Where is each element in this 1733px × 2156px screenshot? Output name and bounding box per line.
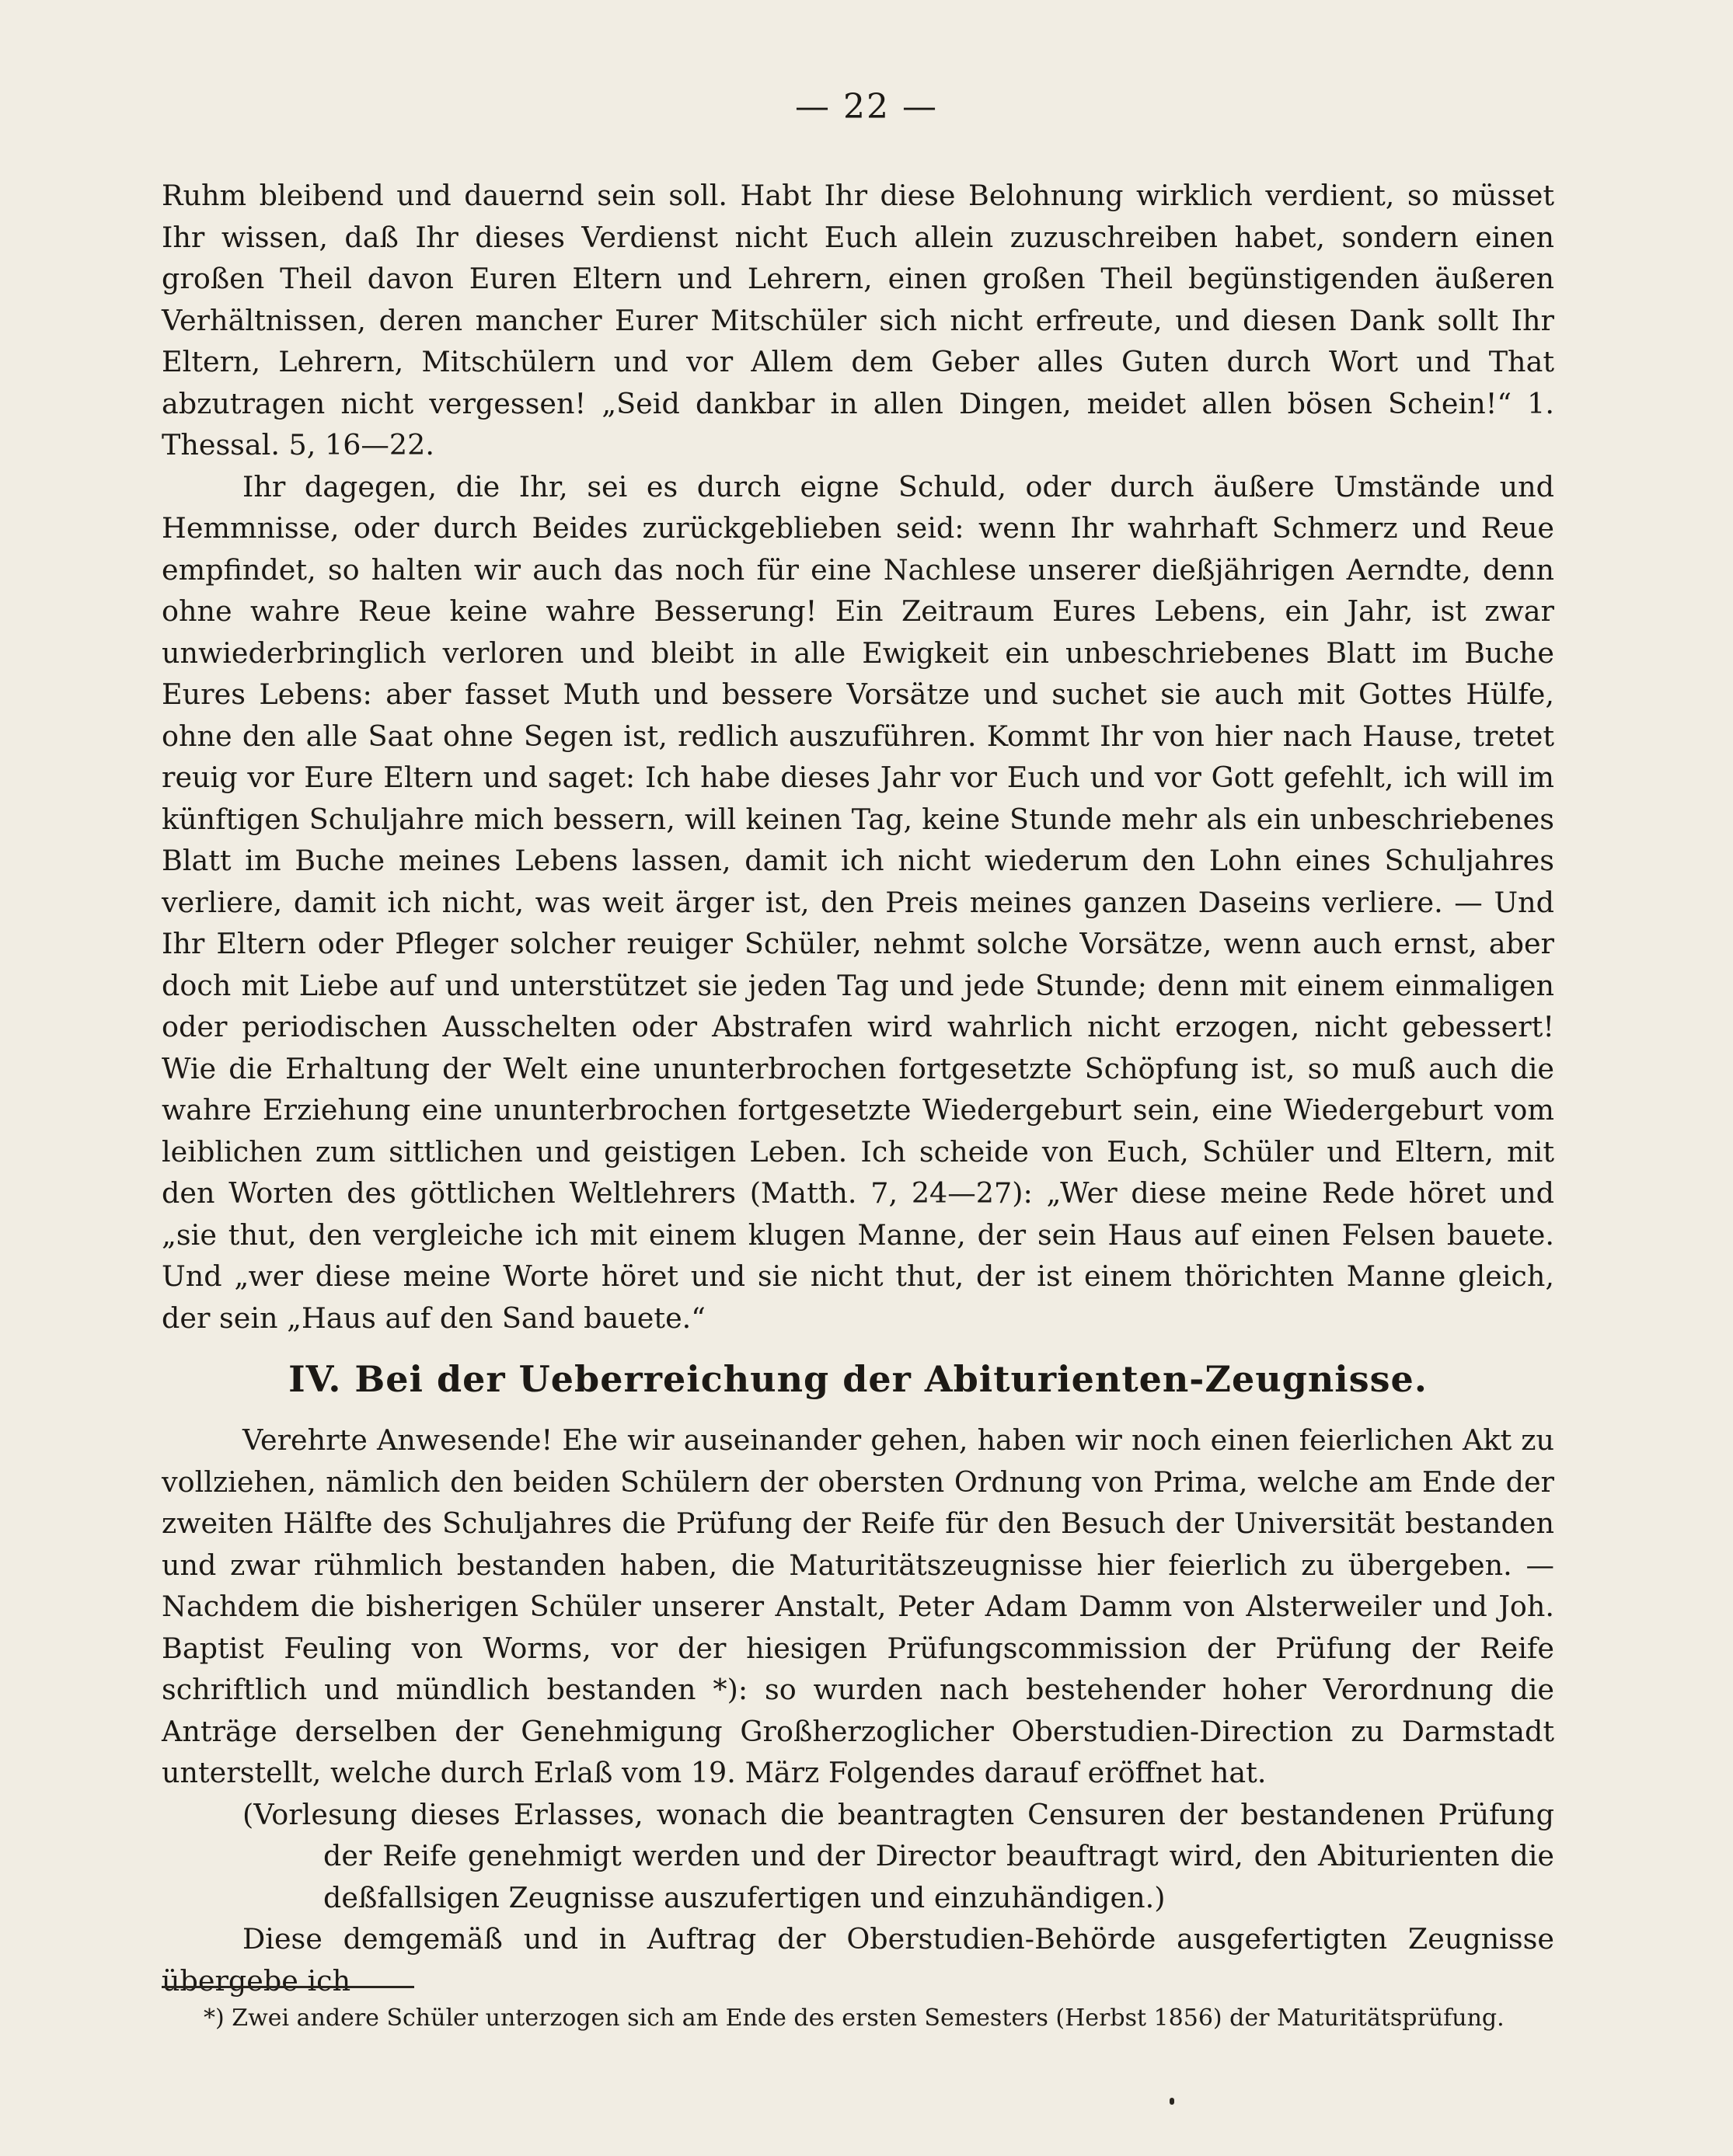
page-body [162,175,1554,2001]
paragraph-3: Verehrte Anwesende! Ehe wir auseinander gehen, haben wir noch einen feierlichen Akt zu vollziehen, nämlich den beiden Schülern der obersten Ordnung von Prima, welche am Ende der zweiten Hälfte des Schuljahres die Prüfung der Reife für den Besuch der Universität bestanden und zwar rühmlich bestanden haben, die Maturitätszeugnisse hier feierlich zu übergeben. — Nachdem die bisherigen Schüler unserer Anstalt, Peter Adam Damm von Alsterweiler und Joh. Baptist Feuling von Worms, vor der hiesigen Prüfungscommission der Prüfung der Reife schriftlich und mündlich bestanden *): so wurden nach bestehender hoher Verordnung die Anträge derselben der Genehmigung Großherzoglicher Oberstudien-Direction zu Darmstadt unterstellt, welche durch Erlaß vom 19. März Folgendes darauf eröffnet hat. [162,1423,1554,1789]
paragraph-4-reading-note: (Vorlesung dieses Erlasses, wonach die beantragten Censuren der bestandenen Prüfung der Reife genehmigt werden und der Director beauftragt wird, den Abiturienten die deßfallsigen Zeugnisse auszufertigen und einzuhändigen.) [242,1797,1554,1914]
paragraph-2: Ihr dagegen, die Ihr, sei es durch eigne Schuld, oder durch äußere Umstände und Hemmnisse, oder durch Beides zurückgeblieben seid: wenn Ihr wahrhaft Schmerz und Reue empfindet, so halten wir auch das noch für eine Nachlese unserer dießjährigen Aerndte, denn ohne wahre Reue keine wahre Besserung! Ein Zeitraum Eures Lebens, ein Jahr, ist zwar unwiederbringlich verloren und bleibt in alle Ewigkeit ein unbeschriebenes Blatt im Buche Eures Lebens: aber fasset Muth und bessere Vorsätze und suchet sie auch mit Gottes Hülfe, ohne den alle Saat ohne Segen ist, redlich auszuführen. Kommt Ihr von hier nach Hause, tretet reuig vor Eure Eltern und saget: Ich habe dieses Jahr vor Euch und vor Gott gefehlt, ich will im künftigen Schuljahre mich bessern, will keinen Tag, keine Stunde mehr als ein unbeschriebenes Blatt im Buche meines Lebens lassen, damit ich nicht wiederum den Lohn eines Schuljahres verliere, damit ich nicht, was weit ärger ist, den Preis meines ganzen Daseins verliere. — Und Ihr Eltern oder Pfleger solcher reuiger Schüler, nehmt solche Vorsätze, wenn auch ernst, aber doch mit Liebe auf und unterstützet sie jeden Tag und jede Stunde; denn mit einem einmaligen oder periodischen Ausschelten oder Abstrafen wird wahrlich nicht erzogen, nicht gebessert! Wie die Erhaltung der Welt eine ununterbrochen fortgesetzte Schöpfung ist, so muß auch die wahre Erziehung eine ununterbrochen fortgesetzte Wiedergeburt sein, eine Wiedergeburt vom leiblichen zum sittlichen und geistigen Leben. Ich scheide von Euch, Schüler und Eltern, mit den Worten des göttlichen Weltlehrers (Matth. 7, 24—27): „Wer diese meine Rede höret und „sie thut, den vergleiche ich mit einem klugen Manne, der sein Haus auf einen Felsen bauete. Und „wer diese meine Worte höret und sie nicht thut, der ist einem thörichten Manne gleich, der sein „Haus auf den Sand bauete.“ [162,469,1554,1335]
section-heading: IV. Bei der Ueberreichung der Abiturienten-Zeugnisse. [288,1358,1428,1400]
footnote: *) Zwei andere Schüler unterzogen sich am Ende des ersten Semesters (Herbst 1856) der Maturitätsprüfung. [204,2004,1505,2032]
paragraph-5: Diese demgemäß und in Auftrag der Oberstudien-Behörde ausgefertigten Zeugnisse übergebe ich [162,1922,1554,1998]
page-number: — 22 — [795,87,938,127]
print-speck [1170,2098,1174,2105]
footnote-rule [162,1986,414,1988]
paragraph-1: Ruhm bleibend und dauernd sein soll. Habt Ihr diese Belohnung wirklich verdient, so müsset Ihr wissen, daß Ihr dieses Verdienst nicht Euch allein zuzuschreiben habet, sondern einen großen Theil davon Euren Eltern und Lehrern, einen großen Theil begünstigenden äußeren Verhältnissen, deren mancher Eurer Mitschüler sich nicht erfreute, und diesen Dank sollt Ihr Eltern, Lehrern, Mitschülern und vor Allem dem Geber alles Guten durch Wort und That abzutragen nicht vergessen! „Seid dankbar in allen Dingen, meidet allen bösen Schein!“ 1. Thessal. 5, 16—22. [162,179,1554,462]
